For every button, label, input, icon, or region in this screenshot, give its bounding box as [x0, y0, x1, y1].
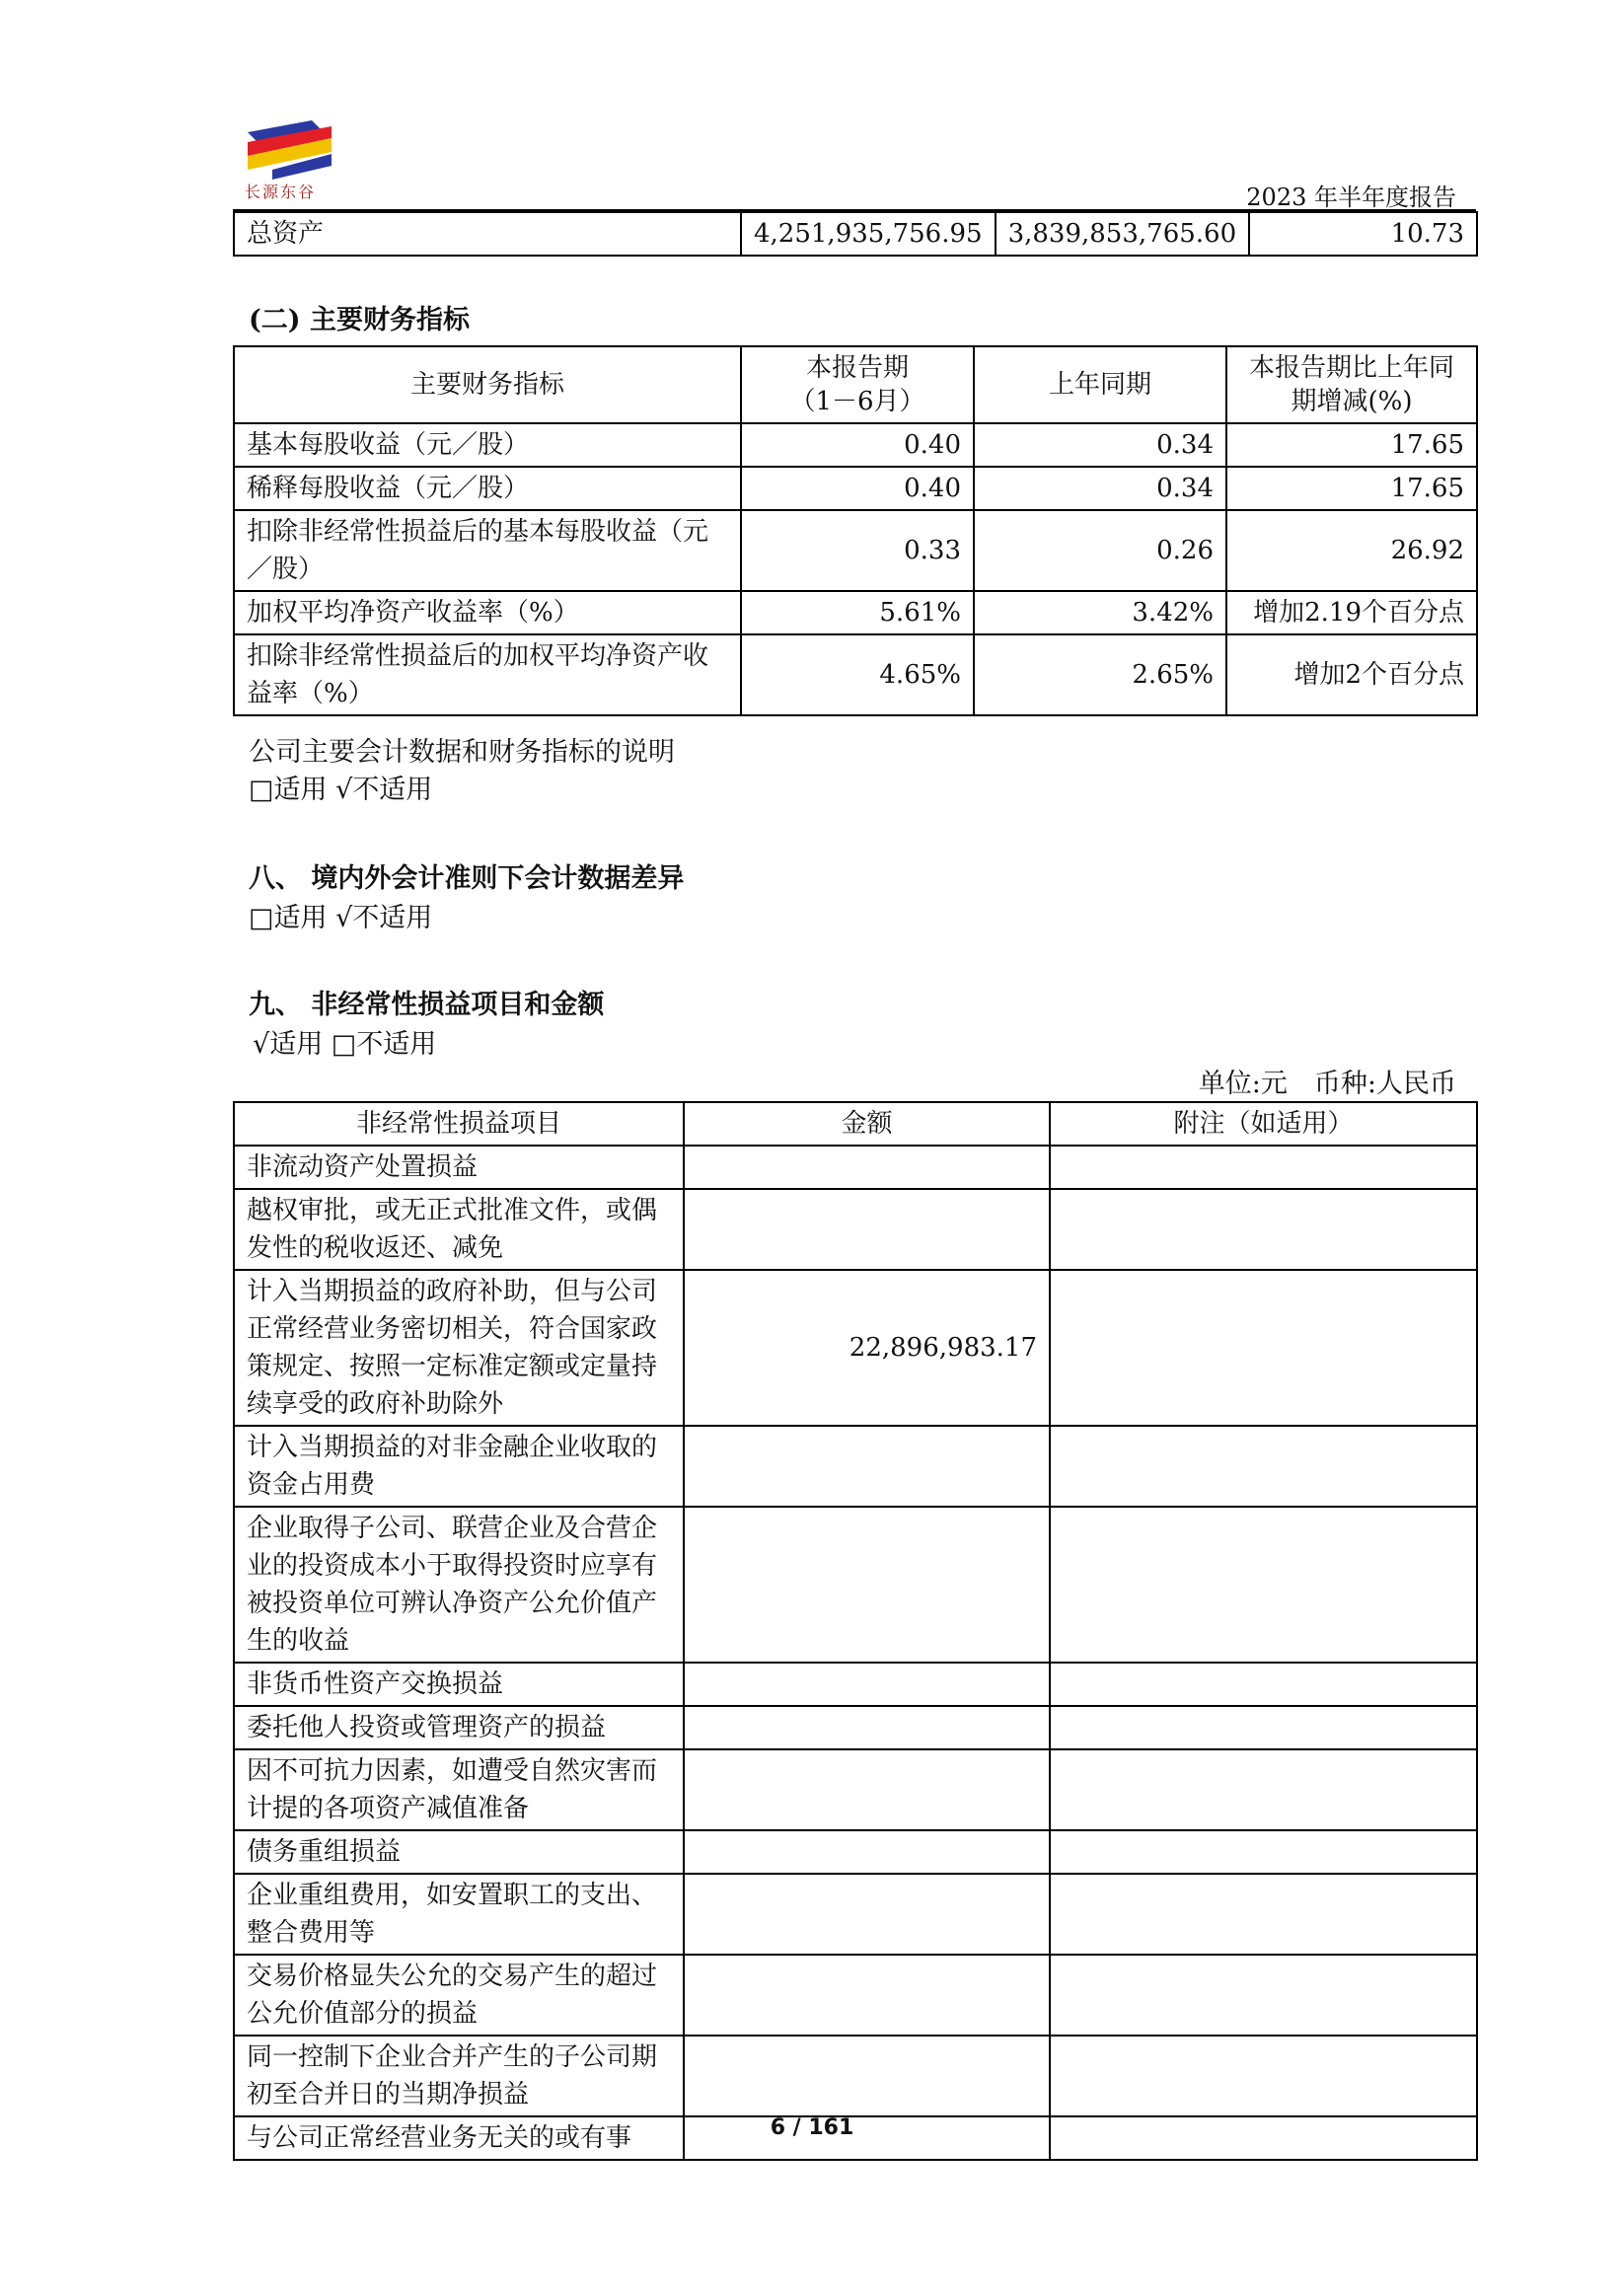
row-previous: 0.26: [974, 510, 1226, 591]
note-cell: [1050, 1874, 1477, 1955]
amount-cell: [684, 1426, 1050, 1507]
item-cell: 因不可抗力因素，如遭受自然灾害而计提的各项资产减值准备: [234, 1749, 684, 1830]
col-header-indicator: 主要财务指标: [234, 346, 741, 423]
table-row: [234, 1146, 1477, 1189]
amount-cell: [684, 1830, 1050, 1874]
col-header-amount: 金额: [684, 1102, 1050, 1146]
row-label: 扣除非经常性损益后的基本每股收益（元／股）: [234, 510, 741, 591]
row-label: 基本每股收益（元／股）: [234, 423, 741, 467]
item-cell: 与公司正常经营业务无关的或有事: [234, 2116, 684, 2160]
item-cell: 同一控制下企业合并产生的子公司期初至合并日的当期净损益: [234, 2036, 684, 2116]
item-cell: 委托他人投资或管理资产的损益: [234, 1706, 684, 1749]
section-indicators-heading: (二) 主要财务指标: [249, 305, 470, 335]
table-row: [234, 1749, 1477, 1830]
note-cell: [1050, 1270, 1477, 1426]
row-previous: 3.42%: [974, 591, 1226, 634]
note-cell: [1050, 1189, 1477, 1270]
row-current: 0.40: [741, 423, 974, 467]
col-header-current: 本报告期 （1－6月）: [741, 346, 974, 423]
row-change: 17.65: [1226, 467, 1477, 510]
table-row: [234, 1830, 1477, 1874]
section-eight-heading: 八、 境内外会计准则下会计数据差异: [249, 863, 685, 894]
col-header-item: 非经常性损益项目: [234, 1102, 684, 1146]
table-header-row: [234, 346, 1477, 423]
row-current: 4.65%: [741, 634, 974, 715]
row-current: 5.61%: [741, 591, 974, 634]
table-row: [234, 1426, 1477, 1507]
nonrecurring-table: [233, 1101, 1478, 2161]
table-row: [234, 1507, 1477, 1663]
row-change: 17.65: [1226, 423, 1477, 467]
total-assets-previous: 3,839,853,765.60: [996, 212, 1250, 256]
table-row: [234, 2036, 1477, 2116]
report-title: 2023 年半年度报告: [1246, 184, 1456, 211]
item-cell: 计入当期损益的对非金融企业收取的资金占用费: [234, 1426, 684, 1507]
row-change: 增加2.19个百分点: [1226, 591, 1477, 634]
indicators-table: [233, 345, 1478, 716]
item-cell: 企业重组费用，如安置职工的支出、整合费用等: [234, 1874, 684, 1955]
amount-cell: [684, 1749, 1050, 1830]
note-cell: [1050, 1146, 1477, 1189]
total-assets-change: 10.73: [1249, 212, 1477, 256]
col-header-note: 附注（如适用）: [1050, 1102, 1477, 1146]
amount-cell: [684, 1706, 1050, 1749]
note-cell: [1050, 1955, 1477, 2036]
item-cell: 债务重组损益: [234, 1830, 684, 1874]
logo-caption: 长源东谷: [245, 183, 317, 201]
table-row: [234, 591, 1477, 634]
row-previous: 0.34: [974, 423, 1226, 467]
table-row: [234, 1270, 1477, 1426]
note-cell: [1050, 1706, 1477, 1749]
table-row: [234, 467, 1477, 510]
item-cell: 越权审批，或无正式批准文件，或偶发性的税收返还、减免: [234, 1189, 684, 1270]
note-cell: [1050, 1507, 1477, 1663]
note-cell: [1050, 1749, 1477, 1830]
row-previous: 2.65%: [974, 634, 1226, 715]
amount-cell: [684, 1507, 1050, 1663]
col-header-change: 本报告期比上年同期增减(%): [1226, 346, 1477, 423]
total-assets-current: 4,251,935,756.95: [741, 212, 996, 256]
amount-cell: 22,896,983.17: [684, 1270, 1050, 1426]
page-number: 6 / 161: [770, 2115, 854, 2140]
table-row: [234, 1706, 1477, 1749]
table-row: [234, 1189, 1477, 1270]
row-label: 稀释每股收益（元／股）: [234, 467, 741, 510]
table-row: [234, 212, 1477, 256]
col-header-previous: 上年同期: [974, 346, 1226, 423]
row-label: 扣除非经常性损益后的加权平均净资产收益率（%）: [234, 634, 741, 715]
note-cell: [1050, 1426, 1477, 1507]
table-row: [234, 423, 1477, 467]
row-label: 加权平均净资产收益率（%）: [234, 591, 741, 634]
row-current: 0.33: [741, 510, 974, 591]
amount-cell: [684, 1189, 1050, 1270]
accounting-note-choice: □适用 √不适用: [249, 775, 433, 805]
note-cell: [1050, 1663, 1477, 1706]
unit-currency-label: 单位:元 币种:人民币: [1198, 1069, 1456, 1099]
table-row: [234, 510, 1477, 591]
item-cell: 计入当期损益的政府补助，但与公司正常经营业务密切相关，符合国家政策规定、按照一定标准定额或定量持续享受的政府补助除外: [234, 1270, 684, 1426]
row-previous: 0.34: [974, 467, 1226, 510]
amount-cell: [684, 1955, 1050, 2036]
amount-cell: [684, 1874, 1050, 1955]
accounting-note-text: 公司主要会计数据和财务指标的说明: [249, 737, 675, 768]
table-row: [234, 1663, 1477, 1706]
table-header-row: [234, 1102, 1477, 1146]
table-row: [234, 634, 1477, 715]
item-cell: 非流动资产处置损益: [234, 1146, 684, 1189]
section-eight-choice: □适用 √不适用: [249, 903, 433, 933]
amount-cell: [684, 1146, 1050, 1189]
note-cell: [1050, 1830, 1477, 1874]
item-cell: 非货币性资产交换损益: [234, 1663, 684, 1706]
amount-cell: [684, 1663, 1050, 1706]
amount-cell: [684, 2036, 1050, 2116]
item-cell: 交易价格显失公允的交易产生的超过公允价值部分的损益: [234, 1955, 684, 2036]
table-row: [234, 1874, 1477, 1955]
item-cell: 企业取得子公司、联营企业及合营企业的投资成本小于取得投资时应享有被投资单位可辨认净资产公允价值产生的收益: [234, 1507, 684, 1663]
section-nine-choice: √适用 □不适用: [253, 1029, 437, 1060]
note-cell: [1050, 2036, 1477, 2116]
total-assets-table: [233, 211, 1478, 257]
row-current: 0.40: [741, 467, 974, 510]
row-change: 增加2个百分点: [1226, 634, 1477, 715]
section-nine-heading: 九、 非经常性损益项目和金额: [249, 990, 605, 1020]
row-change: 26.92: [1226, 510, 1477, 591]
total-assets-label: 总资产: [234, 212, 741, 256]
table-row: [234, 1955, 1477, 2036]
